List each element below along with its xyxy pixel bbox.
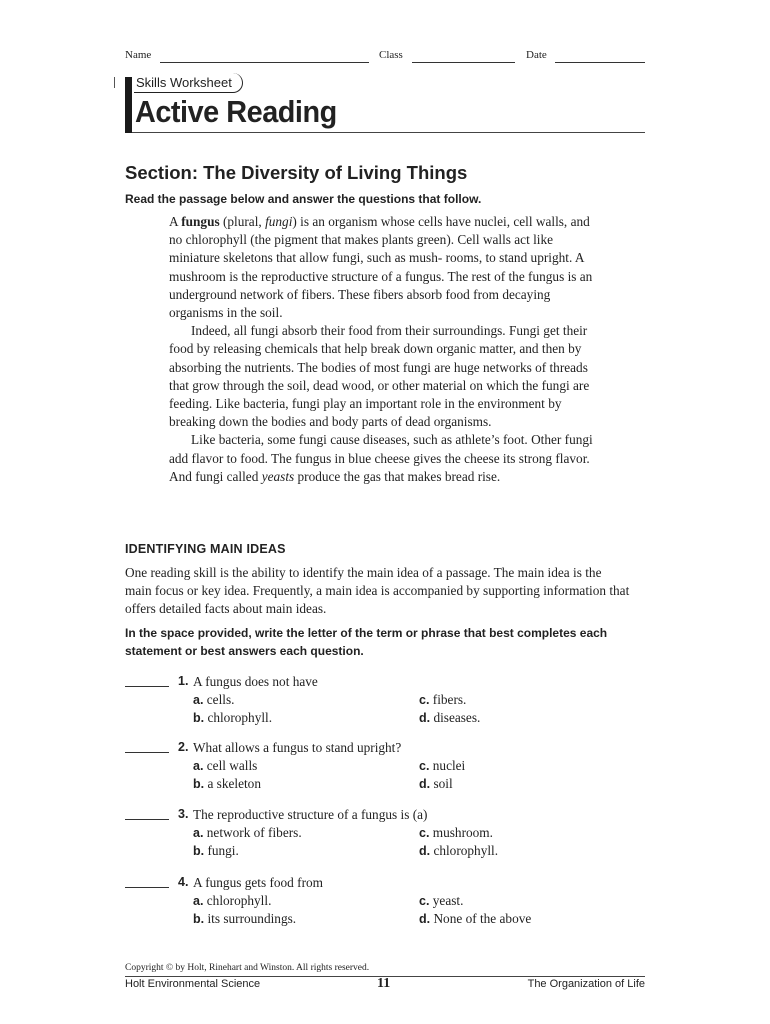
option-text: chlorophyll. (433, 843, 499, 858)
question-stem: A fungus gets food from (193, 875, 324, 890)
answer-blank[interactable] (125, 819, 169, 820)
page-number: 11 (377, 976, 391, 991)
passage-paragraph-2: Indeed, all fungi absorb their food from their surroundings. Fungi get their food by releasing chemicals that help break down organic matter, and then by absorbing the nutrients. The bodies of most fungi are huge networks of threads that grow through the soil, dead wood, or other material on which the fungi are feeding. Like bacteria, fungi play an important role in the environment by breaking down the bodies and body parts of dead organisms. (169, 323, 590, 430)
questions-instruction: In the space provided, write the letter of the term or phrase that best completes each statement or best answers each question. (125, 626, 608, 658)
option-text: chlorophyll. (206, 893, 272, 908)
option-text: chlorophyll. (207, 710, 273, 725)
passage-paragraph-3: Like bacteria, some fungi cause diseases, such as athlete’s foot. Other fungi add flavor to food. The fungus in blue cheese gives the cheese its strong flavor. And fungi called yeasts produce the gas that makes bread rise. (169, 432, 593, 484)
option-letter: c. (419, 826, 430, 840)
option-text: diseases. (433, 710, 481, 725)
skills-worksheet-tab: Skills Worksheet (134, 73, 243, 93)
option-text: network of fibers. (206, 825, 302, 840)
question-stem: The reproductive structure of a fungus is (a) (193, 807, 428, 822)
option-text: its surroundings. (207, 911, 297, 926)
option-text: nuclei (432, 758, 466, 773)
section-title: Section: The Diversity of Living Things (125, 162, 468, 183)
question-number: 2. (178, 740, 189, 754)
option-text: soil (433, 776, 453, 791)
option-letter: c. (419, 759, 430, 773)
option-letter: a. (193, 693, 204, 707)
option-c (419, 692, 466, 708)
option-text: fibers. (432, 692, 467, 707)
option-c (419, 758, 465, 774)
option-letter: d. (419, 844, 431, 858)
option-letter: b. (193, 912, 205, 926)
option-letter: d. (419, 912, 431, 926)
option-text: a skeleton (207, 776, 261, 791)
reading-passage (169, 213, 599, 486)
option-text: mushroom. (432, 825, 493, 840)
option-text: cell walls (206, 758, 258, 773)
option-letter: c. (419, 894, 430, 908)
option-letter: b. (193, 844, 205, 858)
date-field-line[interactable] (555, 62, 645, 63)
title-tick-mark (114, 77, 115, 88)
term-yeasts: yeasts (261, 468, 295, 484)
option-letter: a. (193, 894, 204, 908)
option-b (193, 843, 239, 859)
question-number: 3. (178, 807, 189, 821)
option-a (193, 692, 234, 708)
chapter-title: The Organization of Life (527, 978, 645, 990)
option-a (193, 758, 257, 774)
question-stem: A fungus does not have (193, 674, 318, 689)
option-text: cells. (206, 692, 235, 707)
option-a (193, 893, 271, 909)
option-a (193, 825, 302, 841)
option-c (419, 825, 493, 841)
answer-blank[interactable] (125, 887, 169, 888)
skill-description: One reading skill is the ability to identify the main idea of a passage. The main idea is the main focus or key idea. Frequently, a main idea is accompanied by supporting information that offers detailed facts about main ideas. (125, 565, 630, 617)
question-2 (125, 740, 645, 800)
option-letter: c. (419, 693, 430, 707)
option-letter: d. (419, 777, 431, 791)
option-d (419, 776, 453, 792)
date-label: Date (526, 49, 547, 61)
option-d (419, 843, 498, 859)
option-d (419, 911, 531, 927)
copyright-notice: Copyright © by Holt, Rinehart and Winston. All rights reserved. (125, 963, 370, 973)
skill-heading: IDENTIFYING MAIN IDEAS (125, 542, 286, 556)
question-1 (125, 674, 645, 734)
answer-blank[interactable] (125, 752, 169, 753)
title-rule (132, 132, 645, 133)
option-b (193, 710, 272, 726)
class-label: Class (379, 49, 403, 61)
option-letter: a. (193, 759, 204, 773)
name-field-line[interactable] (160, 62, 369, 63)
term-fungus: fungus (181, 214, 220, 229)
option-b (193, 911, 296, 927)
class-field-line[interactable] (412, 62, 515, 63)
header-fields (125, 49, 645, 65)
option-d (419, 710, 480, 726)
question-stem: What allows a fungus to stand upright? (193, 740, 402, 755)
name-label: Name (125, 49, 152, 61)
option-c (419, 893, 463, 909)
title-accent-bar (125, 77, 132, 133)
passage-instruction: Read the passage below and answer the questions that follow. (125, 192, 482, 206)
answer-blank[interactable] (125, 686, 169, 687)
option-letter: a. (193, 826, 204, 840)
page-title: Active Reading (135, 94, 337, 129)
option-text: fungi. (207, 843, 239, 858)
option-text: None of the above (433, 911, 532, 926)
question-4 (125, 875, 645, 935)
term-fungi: fungi (265, 214, 293, 229)
question-number: 1. (178, 674, 189, 688)
option-b (193, 776, 261, 792)
question-number: 4. (178, 875, 189, 889)
question-3 (125, 807, 645, 867)
option-letter: d. (419, 711, 431, 725)
passage-paragraph-1: A fungus (plural, fungi) is an organism whose cells have nuclei, cell walls, and no chlorophyll (the pigment that makes plants green). Cell walls act like miniature skeletons that allow fungi, such as mush- rooms, to stand upright. A mushroom is the reproductive structure of a fungus. The rest of the fungus is an underground network of fibers. These fibers absorb food from decaying organisms in the soil. (169, 214, 593, 321)
book-title: Holt Environmental Science (125, 978, 261, 990)
option-letter: b. (193, 711, 205, 725)
option-letter: b. (193, 777, 205, 791)
option-text: yeast. (432, 893, 464, 908)
